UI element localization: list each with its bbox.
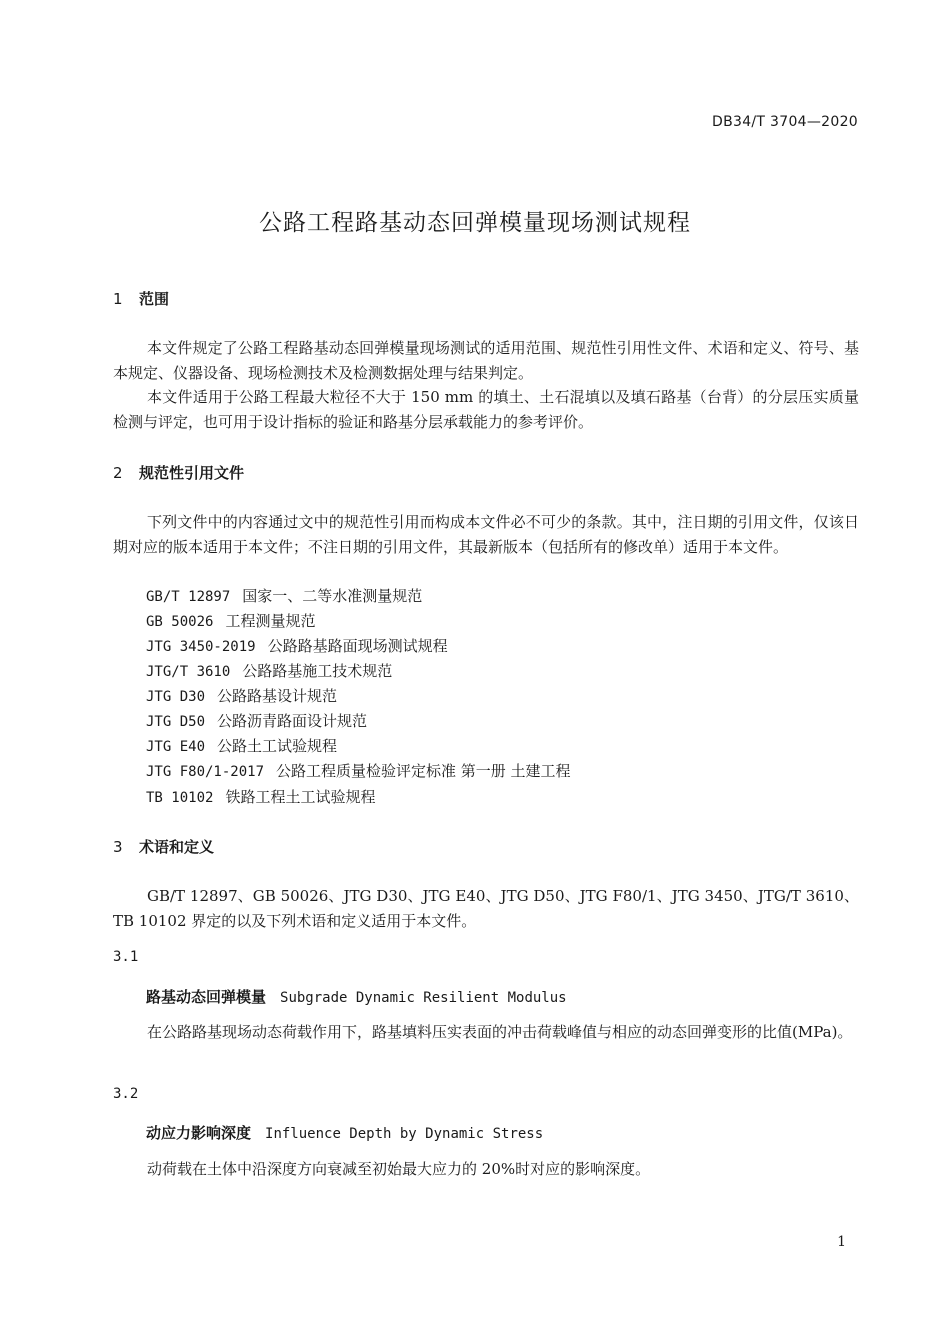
section-number: 1 [113, 290, 123, 308]
paragraph: 下列文件中的内容通过文中的规范性引用而构成本文件必不可少的条款。其中，注日期的引用文件，仅该日期对应的版本适用于本文件；不注日期的引用文件，其最新版本（包括所有的修改单）适用于本文件。 [113, 513, 859, 556]
section-number: 2 [113, 464, 123, 482]
term-chinese: 路基动态回弹模量 [146, 988, 267, 1006]
reference-name: 工程测量规范 [225, 612, 316, 630]
reference-code: JTG F80/1-2017 [146, 764, 265, 780]
paragraph: GB/T 12897、GB 50026、JTG D30、JTG E40、JTG D50、JTG F80/1、JTG 3450、JTG/T 3610、TB 10102 界定的以及下列术语和定义适用于本文件。 [113, 887, 859, 930]
reference-code: JTG E40 [146, 739, 206, 755]
reference-item [146, 710, 367, 731]
reference-name: 公路土工试验规程 [217, 737, 338, 755]
reference-code: JTG 3450-2019 [146, 639, 256, 655]
reference-name: 铁路工程土工试验规程 [225, 788, 376, 806]
reference-item [146, 635, 448, 656]
term-number: 3.1 [113, 949, 139, 965]
reference-name: 公路路基施工技术规范 [242, 662, 393, 680]
paragraph: 本文件规定了公路工程路基动态回弹模量现场测试的适用范围、规范性引用性文件、术语和定义、符号、基本规定、仪器设备、现场检测技术及检测数据处理与结果判定。 [113, 339, 859, 382]
term-definition: 在公路路基现场动态荷载作用下，路基填料压实表面的冲击荷载峰值与相应的动态回弹变形的比值(MPa)。 [147, 1023, 853, 1041]
reference-item [146, 735, 337, 756]
reference-code: JTG/T 3610 [146, 664, 231, 680]
reference-code: JTG D30 [146, 689, 206, 705]
document-title: 公路工程路基动态回弹模量现场测试规程 [259, 210, 691, 236]
section-heading [113, 288, 169, 309]
term-heading [146, 986, 567, 1007]
term-heading [146, 1122, 543, 1143]
reference-name: 国家一、二等水准测量规范 [242, 587, 423, 605]
reference-code: TB 10102 [146, 790, 214, 806]
reference-name: 公路工程质量检验评定标准 第一册 土建工程 [276, 762, 571, 780]
section-number: 3 [113, 838, 123, 856]
reference-item [146, 610, 315, 631]
section-title: 规范性引用文件 [139, 464, 245, 482]
section-title: 术语和定义 [139, 838, 215, 856]
reference-item [146, 660, 392, 681]
paragraph: 本文件适用于公路工程最大粒径不大于 150 mm 的填土、土石混填以及填石路基（台背）的分层压实质量检测与评定，也可用于设计指标的验证和路基分层承载能力的参考评价。 [113, 388, 859, 431]
term-english: Subgrade Dynamic Resilient Modulus [280, 990, 567, 1006]
section-heading [113, 836, 214, 857]
section-title: 范围 [139, 290, 170, 308]
term-english: Influence Depth by Dynamic Stress [265, 1126, 544, 1142]
reference-code: JTG D50 [146, 714, 206, 730]
reference-name: 公路路基路面现场测试规程 [267, 637, 448, 655]
term-chinese: 动应力影响深度 [146, 1124, 252, 1142]
reference-item [146, 685, 337, 706]
reference-item [146, 760, 571, 781]
page-number: 1 [837, 1234, 846, 1250]
reference-code: GB 50026 [146, 614, 214, 630]
standard-code: DB34/T 3704—2020 [712, 114, 858, 130]
reference-name: 公路沥青路面设计规范 [217, 712, 368, 730]
term-number: 3.2 [113, 1086, 139, 1102]
reference-item [146, 786, 375, 807]
term-definition: 动荷载在土体中沿深度方向衰减至初始最大应力的 20%时对应的影响深度。 [147, 1160, 651, 1178]
section-heading [113, 462, 244, 483]
reference-code: GB/T 12897 [146, 589, 231, 605]
reference-item [146, 585, 422, 606]
reference-name: 公路路基设计规范 [217, 687, 338, 705]
